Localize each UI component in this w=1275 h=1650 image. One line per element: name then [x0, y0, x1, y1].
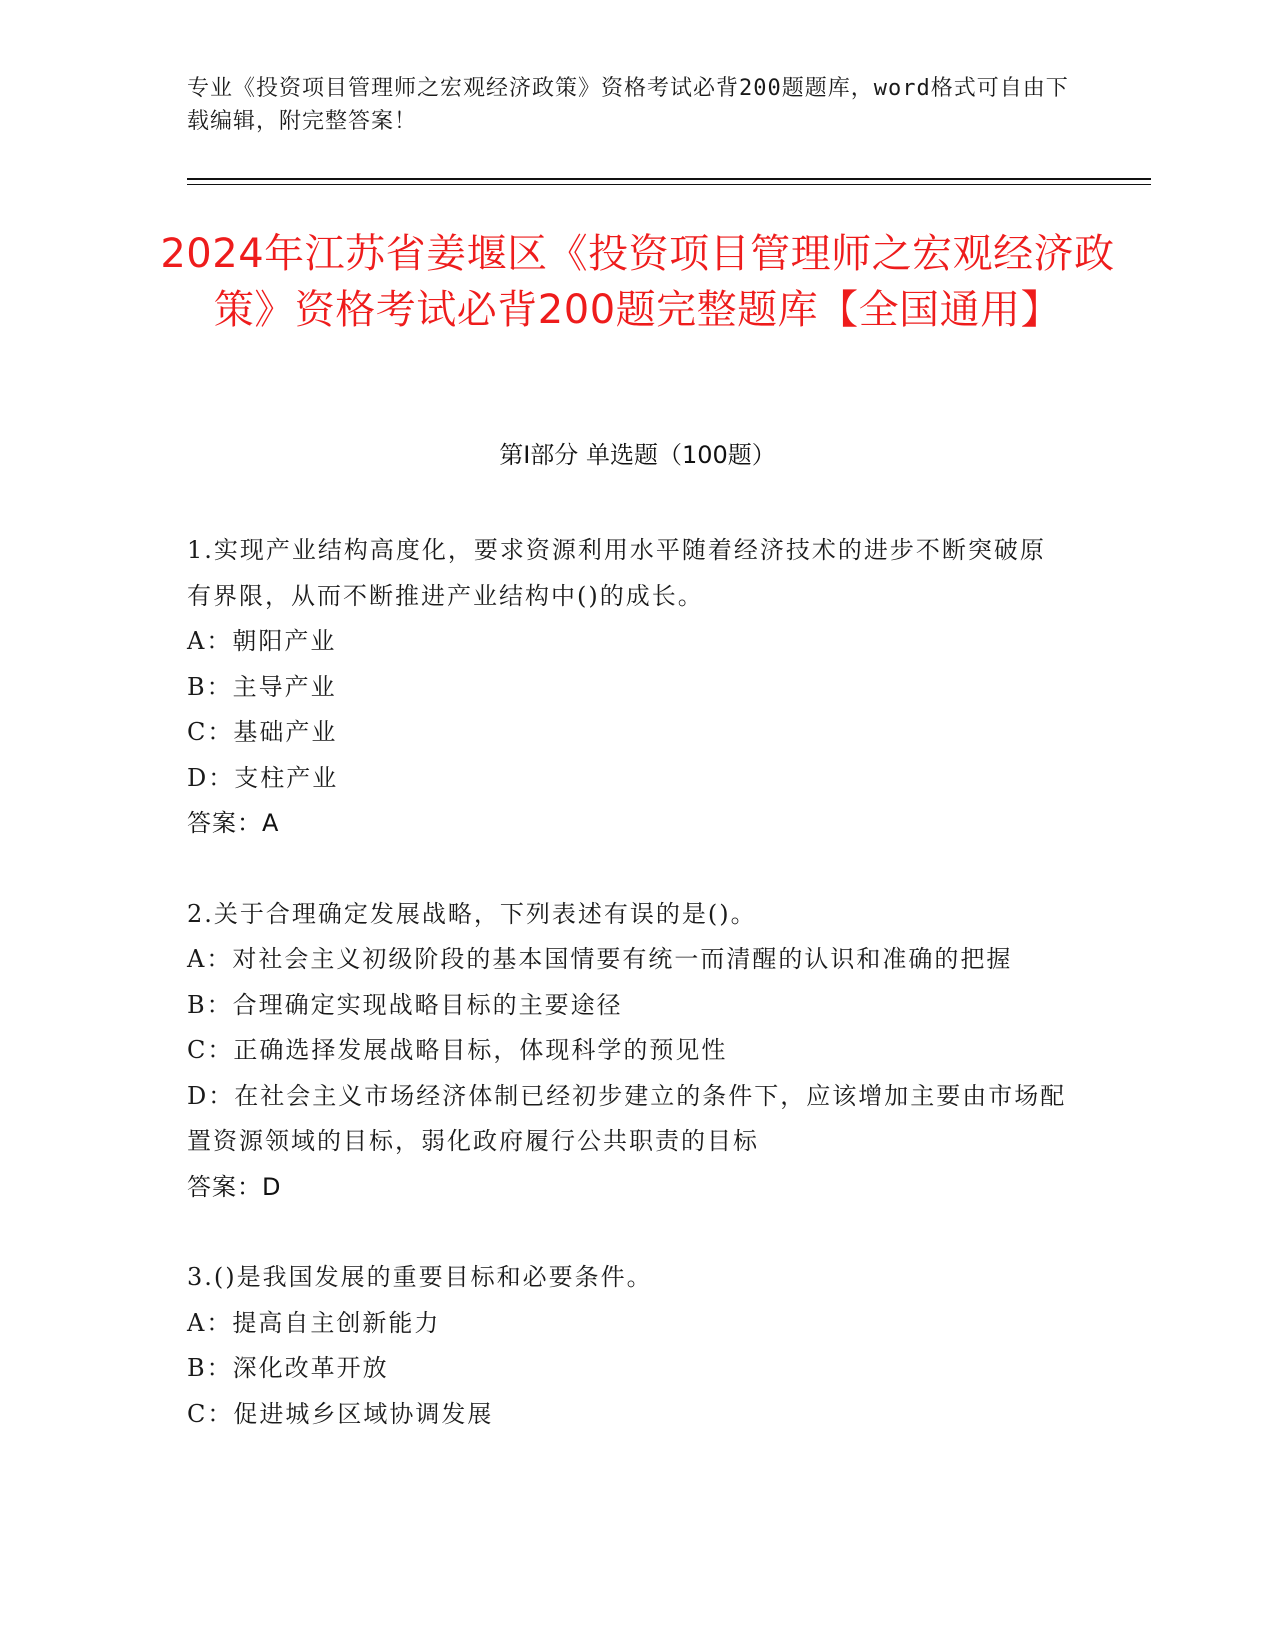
header-note: 专业《投资项目管理师之宏观经济政策》资格考试必背200题题库，word格式可自由下载编辑，附完整答案！ — [187, 76, 1069, 134]
option-b: B：合理确定实现战略目标的主要途径 — [187, 990, 623, 1019]
header-divider-thin — [187, 184, 1151, 185]
option-c: C：促进城乡区域协调发展 — [187, 1399, 494, 1428]
section-title: 第I部分 单选题（100题） — [499, 441, 776, 469]
option-d: D：在社会主义市场经济体制已经初步建立的条件下，应该增加主要由市场配置资源领域的目标，弱化政府履行公共职责的目标 — [187, 1081, 1067, 1155]
option-d: D：支柱产业 — [187, 763, 339, 792]
answer: 答案：A — [187, 809, 280, 837]
question-stem: 2.关于合理确定发展战略，下列表述有误的是()。 — [187, 899, 757, 928]
document-title: 2024年江苏省姜堰区《投资项目管理师之宏观经济政策》资格考试必背200题完整题库【全国通用】 — [160, 231, 1115, 333]
option-a: A：朝阳产业 — [187, 627, 337, 655]
option-b: B：主导产业 — [187, 672, 337, 701]
question-list — [187, 528, 1067, 1482]
question-stem: 1.实现产业结构高度化，要求资源利用水平随着经济技术的进步不断突破原有界限，从而不断推进产业结构中()的成长。 — [187, 536, 1046, 610]
option-a: A：提高自主创新能力 — [187, 1308, 441, 1337]
option-c: C：正确选择发展战略目标，体现科学的预见性 — [187, 1036, 728, 1064]
answer: 答案：D — [187, 1172, 282, 1201]
question-1 — [187, 528, 1067, 847]
question-2 — [187, 892, 1067, 1211]
option-b: B：深化改革开放 — [187, 1354, 389, 1382]
header-divider — [187, 178, 1151, 180]
option-a: A：对社会主义初级阶段的基本国情要有统一而清醒的认识和准确的把握 — [187, 945, 1013, 973]
option-c: C：基础产业 — [187, 718, 338, 746]
question-stem: 3.()是我国发展的重要目标和必要条件。 — [187, 1263, 653, 1291]
question-3 — [187, 1255, 1067, 1437]
